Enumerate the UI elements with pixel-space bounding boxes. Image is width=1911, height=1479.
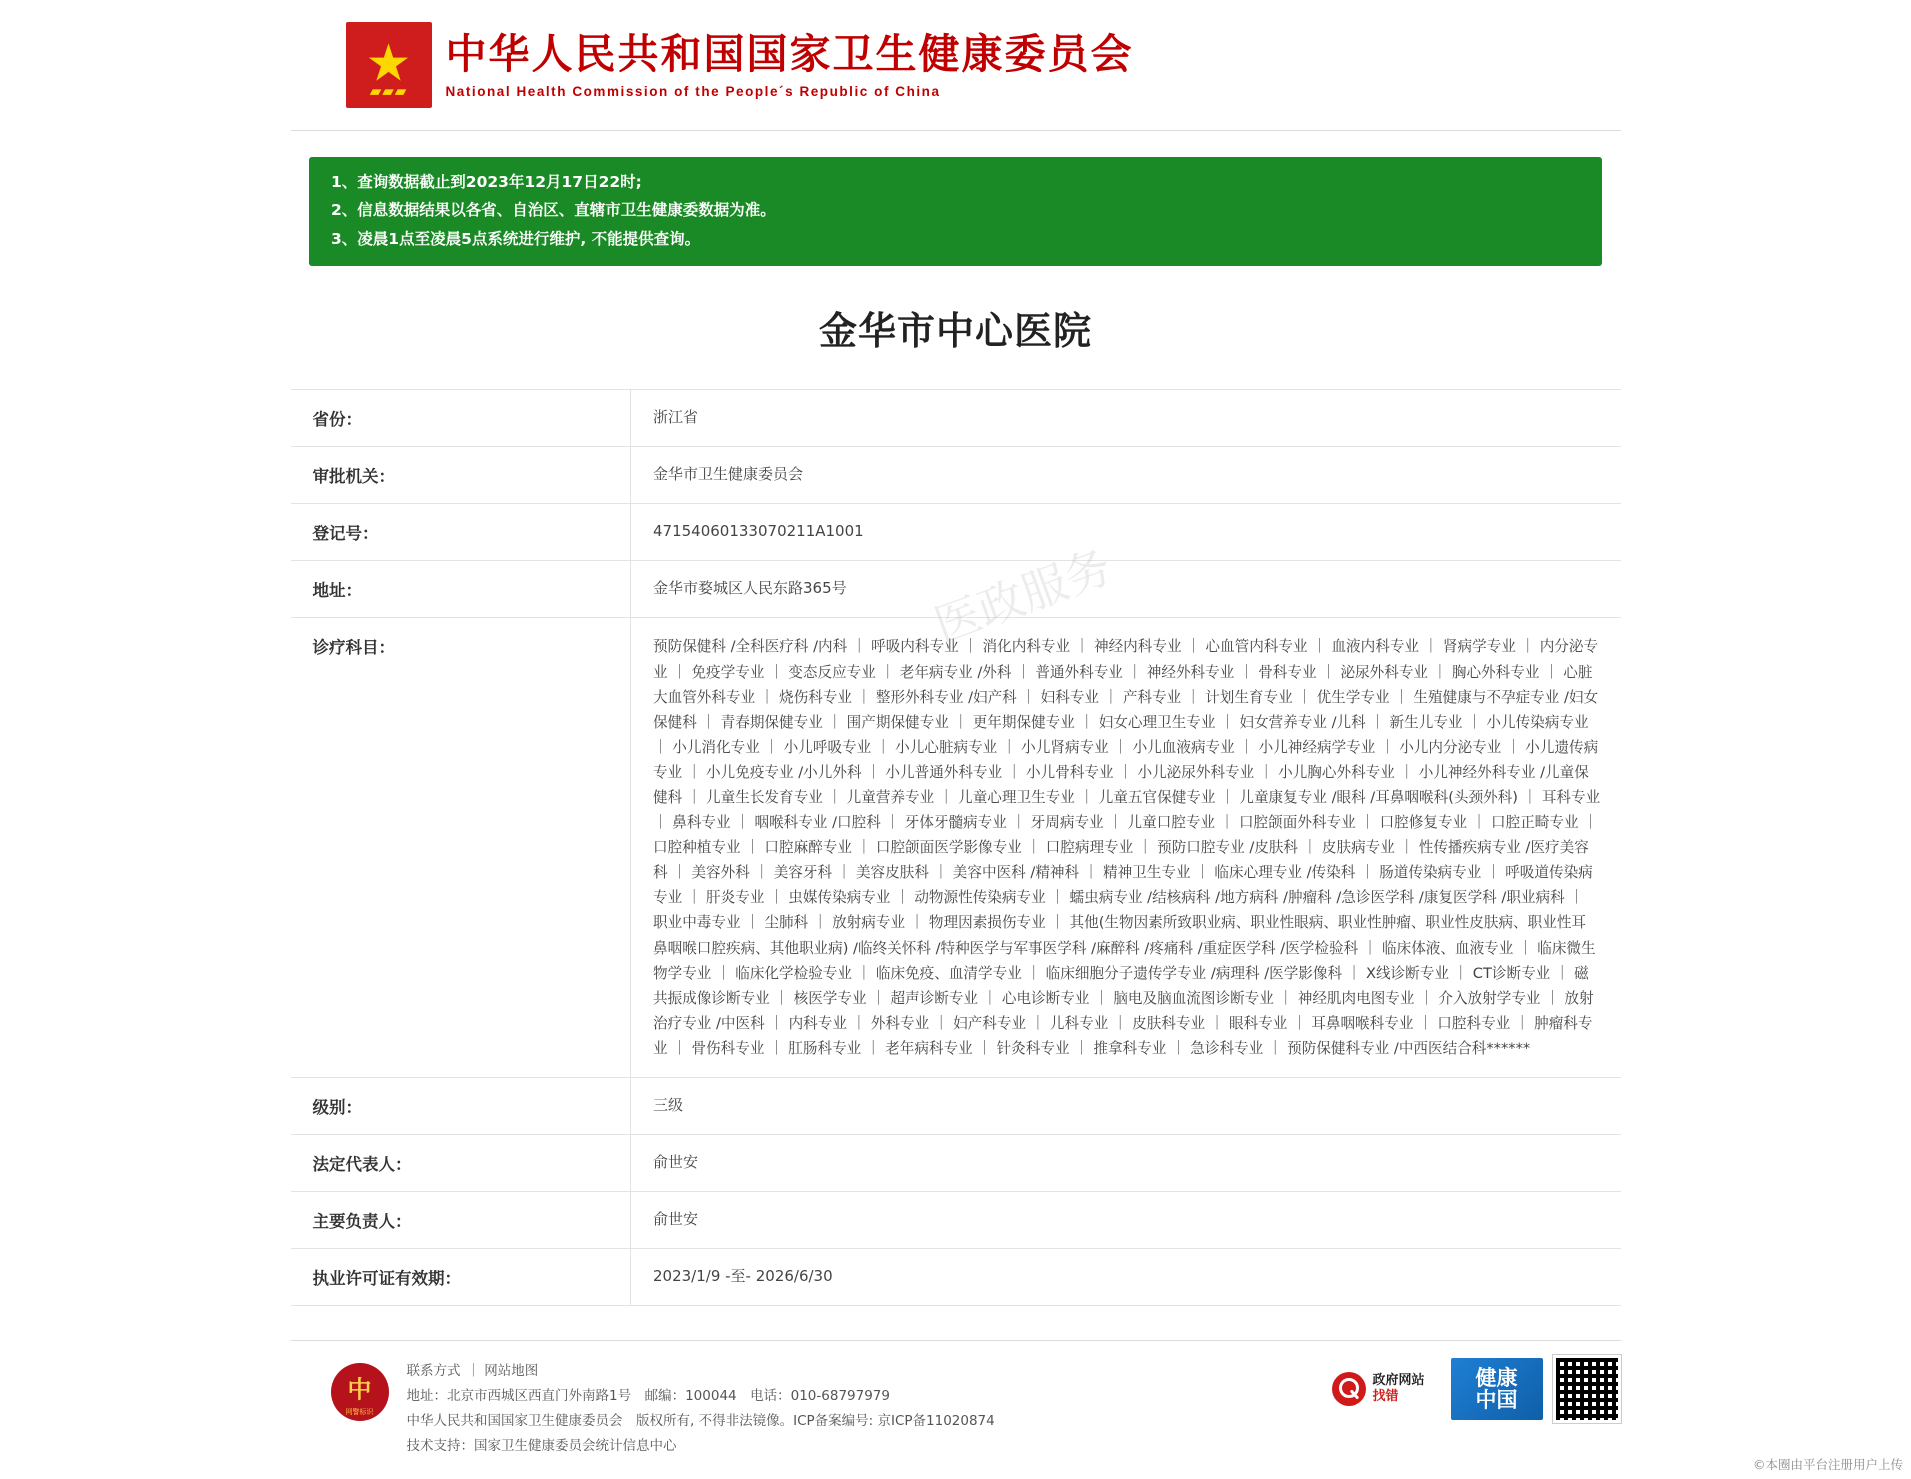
- police-badge-sub: 网警标识: [345, 1408, 374, 1416]
- health-badge-line1: 健康: [1475, 1365, 1518, 1390]
- row-label-registration-number: 登记号：: [291, 504, 631, 561]
- table-row: [291, 447, 1621, 504]
- emblem-star-icon: ★: [367, 40, 410, 88]
- gov-site-report-badge[interactable]: [1332, 1372, 1424, 1406]
- row-value-level: 三级: [653, 1096, 684, 1114]
- police-badge-icon: [331, 1363, 389, 1421]
- row-label-license-validity: 执业许可证有效期：: [291, 1249, 631, 1306]
- table-row: [291, 1192, 1621, 1249]
- hospital-info-table: [291, 389, 1621, 1306]
- table-row: [291, 1135, 1621, 1192]
- watermark-text: 医政服务: [927, 538, 1119, 653]
- row-value-registration-number: 47154060133070211A1001: [653, 522, 864, 541]
- table-row: [291, 561, 1621, 618]
- site-title-cn: 中华人民共和国国家卫生健康委员会: [445, 30, 1134, 79]
- footer-link-contact[interactable]: 联系方式: [406, 1363, 461, 1379]
- table-row: [291, 618, 1621, 1078]
- gov-badge-line2: 找错: [1372, 1389, 1399, 1404]
- table-row: [291, 1078, 1621, 1135]
- emblem-wheat-icon: ▰▰▰: [369, 83, 408, 100]
- footer-text-block: [407, 1359, 995, 1459]
- corner-note: ©本圈由平台注册用户上传: [1752, 1457, 1903, 1472]
- notice-line-1: 1、查询数据截止到2023年12月17日22时;: [331, 173, 642, 191]
- row-value-departments: 预防保健科 /全科医疗科 /内科 ｜ 呼吸内科专业 ｜ 消化内科专业 ｜ 神经内科专业 ｜ 心血管内科专业 ｜ 血液内科专业 ｜ 肾病学专业 ｜ 内分泌专业 ｜ 免疫学专业 ｜ 变态反应专业 ｜ 老年病专业 /外科 ｜ 普通外科专业 ｜ 神经外科专业 ｜ 骨科专业 ｜ 泌尿外科专业 ｜ 胸心外科专业 ｜ 心脏大血管外科专业 ｜ 烧伤科专业 ｜ 整形外科专业 /妇产科 ｜ 妇科专业 ｜ 产科专业 ｜ 计划生育专业 ｜ 优生学专业 ｜ 生殖健康与不孕症专业 /妇女保健科 ｜ 青春期保健专业 ｜ 围产期保健专业 ｜ 更年期保健专业 ｜ 妇女心理卫生专业 ｜ 妇女营养专业 /儿科 ｜ 新生儿专业 ｜ 小儿传染病专业 ｜ 小儿消化专业 ｜ 小儿呼吸专业 ｜ 小儿心脏病专业 ｜ 小儿肾病专业 ｜ 小儿血液病专业 ｜ 小儿神经病学专业 ｜ 小儿内分泌专业 ｜ 小儿遗传病专业 ｜ 小儿免疫专业 /小儿外科 ｜ 小儿普通外科专业 ｜ 小儿骨科专业 ｜ 小儿泌尿外科专业 ｜ 小儿胸心外科专业 ｜ 小儿神经外科专业 /儿童保健科 ｜ 儿童生长发育专业 ｜ 儿童营养专业 ｜ 儿童心理卫生专业 ｜ 儿童五官保健专业 ｜ 儿童康复专业 /眼科 /耳鼻咽喉科(头颈外科) ｜ 耳科专业 ｜ 鼻科专业 ｜ 咽喉科专业 /口腔科 ｜ 牙体牙髓病专业 ｜ 牙周病专业 ｜ 儿童口腔专业 ｜ 口腔颌面外科专业 ｜ 口腔修复专业 ｜ 口腔正畸专业 ｜ 口腔种植专业 ｜ 口腔麻醉专业 ｜ 口腔颌面医学影像专业 ｜ 口腔病理专业 ｜ 预防口腔专业 /皮肤科 ｜ 皮肤病专业 ｜ 性传播疾病专业 /医疗美容科 ｜ 美容外科 ｜ 美容牙科 ｜ 美容皮肤科 ｜ 美容中医科 /精神科 ｜ 精神卫生专业 ｜ 临床心理专业 /传染科 ｜ 肠道传染病专业 ｜ 呼吸道传染病专业 ｜ 肝炎专业 ｜ 虫媒传染病专业 ｜ 动物源性传染病专业 ｜ 蠕虫病专业 /结核病科 /地方病科 /肿瘤科 /急诊医学科 /康复医学科 /职业病科 ｜ 职业中毒专业 ｜ 尘肺科 ｜ 放射病专业 ｜ 物理因素损伤专业 ｜ 其他(生物因素所致职业病、职业性眼病、职业性肿瘤、职业性皮肤病、职业性耳鼻咽喉口腔疾病、其他职业病) /临终关怀科 /特种医学与军事医学科 /麻醉科 /疼痛科 /重症医学科 /医学检验科 ｜ 临床体液、血液专业 ｜ 临床微生物学专业 ｜ 临床化学检验专业 ｜ 临床免疫、血清学专业 ｜ 临床细胞分子遗传学专业 /病理科 /医学影像科 ｜ X线诊断专业 ｜ CT诊断专业 ｜ 磁共振成像诊断专业 ｜ 核医学专业 ｜ 超声诊断专业 ｜ 心电诊断专业 ｜ 脑电及脑血流图诊断专业 ｜ 神经肌肉电图专业 ｜ 介入放射学专业 ｜ 放射治疗专业 /中医科 ｜ 内科专业 ｜ 外科专业 ｜ 妇产科专业 ｜ 儿科专业 ｜ 皮肤科专业 ｜ 眼科专业 ｜ 耳鼻咽喉科专业 ｜ 口腔科专业 ｜ 肿瘤科专业 ｜ 骨伤科专业 ｜ 肛肠科专业 ｜ 老年病科专业 ｜ 针灸科专业 ｜ 推拿科专业 ｜ 急诊科专业 ｜ 预防保健科专业 /中西医结合科******: [653, 638, 1601, 1057]
- footer-support: 技术支持：国家卫生健康委员会统计信息中心: [406, 1437, 677, 1454]
- table-row: [291, 504, 1621, 561]
- row-label-principal: 主要负责人：: [291, 1192, 631, 1249]
- healthy-china-badge[interactable]: [1451, 1358, 1543, 1420]
- site-footer: [291, 1340, 1621, 1479]
- site-title-block: [446, 31, 1134, 98]
- notice-line-3: 3、凌晨1点至凌晨5点系统进行维护, 不能提供查询。: [331, 229, 701, 248]
- row-value-address: 金华市婺城区人民东路365号: [653, 579, 847, 598]
- row-value-approval-authority: 金华市卫生健康委员会: [653, 465, 804, 484]
- footer-address: 地址：北京市西城区西直门外南路1号 邮编：100044 电话：010-68797979: [406, 1387, 890, 1404]
- row-value-province: 浙江省: [653, 408, 699, 427]
- page-title: 金华市中心医院: [818, 309, 1092, 354]
- header-divider: [291, 130, 1621, 131]
- footer-link-sitemap[interactable]: 网站地图: [484, 1363, 539, 1379]
- footer-badges: [1332, 1355, 1620, 1423]
- row-label-legal-representative: 法定代表人：: [291, 1135, 631, 1192]
- site-header: [0, 0, 1911, 131]
- notice-line-2: 2、信息数据结果以各省、自治区、直辖市卫生健康委数据为准。: [331, 201, 776, 220]
- row-label-address: 地址：: [291, 561, 631, 618]
- row-value-principal: 俞世安: [653, 1210, 699, 1228]
- magnifier-icon: [1332, 1372, 1366, 1406]
- row-value-license-validity: 2023/1/9 -至- 2026/6/30: [653, 1267, 833, 1285]
- site-title-en: National Health Commission of the People´s Republic of China: [445, 83, 941, 99]
- table-row: [291, 1249, 1621, 1306]
- national-emblem-icon: [346, 22, 432, 108]
- table-row: [291, 390, 1621, 447]
- gov-badge-line1: 政府网站: [1372, 1372, 1425, 1388]
- row-value-legal-representative: 俞世安: [653, 1153, 699, 1171]
- row-label-province: 省份：: [291, 390, 631, 447]
- footer-links: 联系方式 ｜ 网站地图: [406, 1363, 539, 1379]
- qr-code-icon: [1553, 1355, 1621, 1423]
- police-badge-char: 中: [347, 1375, 372, 1404]
- row-label-departments: 诊疗科目：: [291, 618, 631, 1078]
- row-label-level: 级别：: [291, 1078, 631, 1135]
- row-label-approval-authority: 审批机关：: [291, 447, 631, 504]
- notice-banner: [309, 157, 1602, 266]
- health-badge-line2: 中国: [1475, 1388, 1518, 1412]
- footer-copyright: 中华人民共和国国家卫生健康委员会 版权所有, 不得非法镜像。ICP备案编号: 京ICP备11020874: [406, 1412, 995, 1429]
